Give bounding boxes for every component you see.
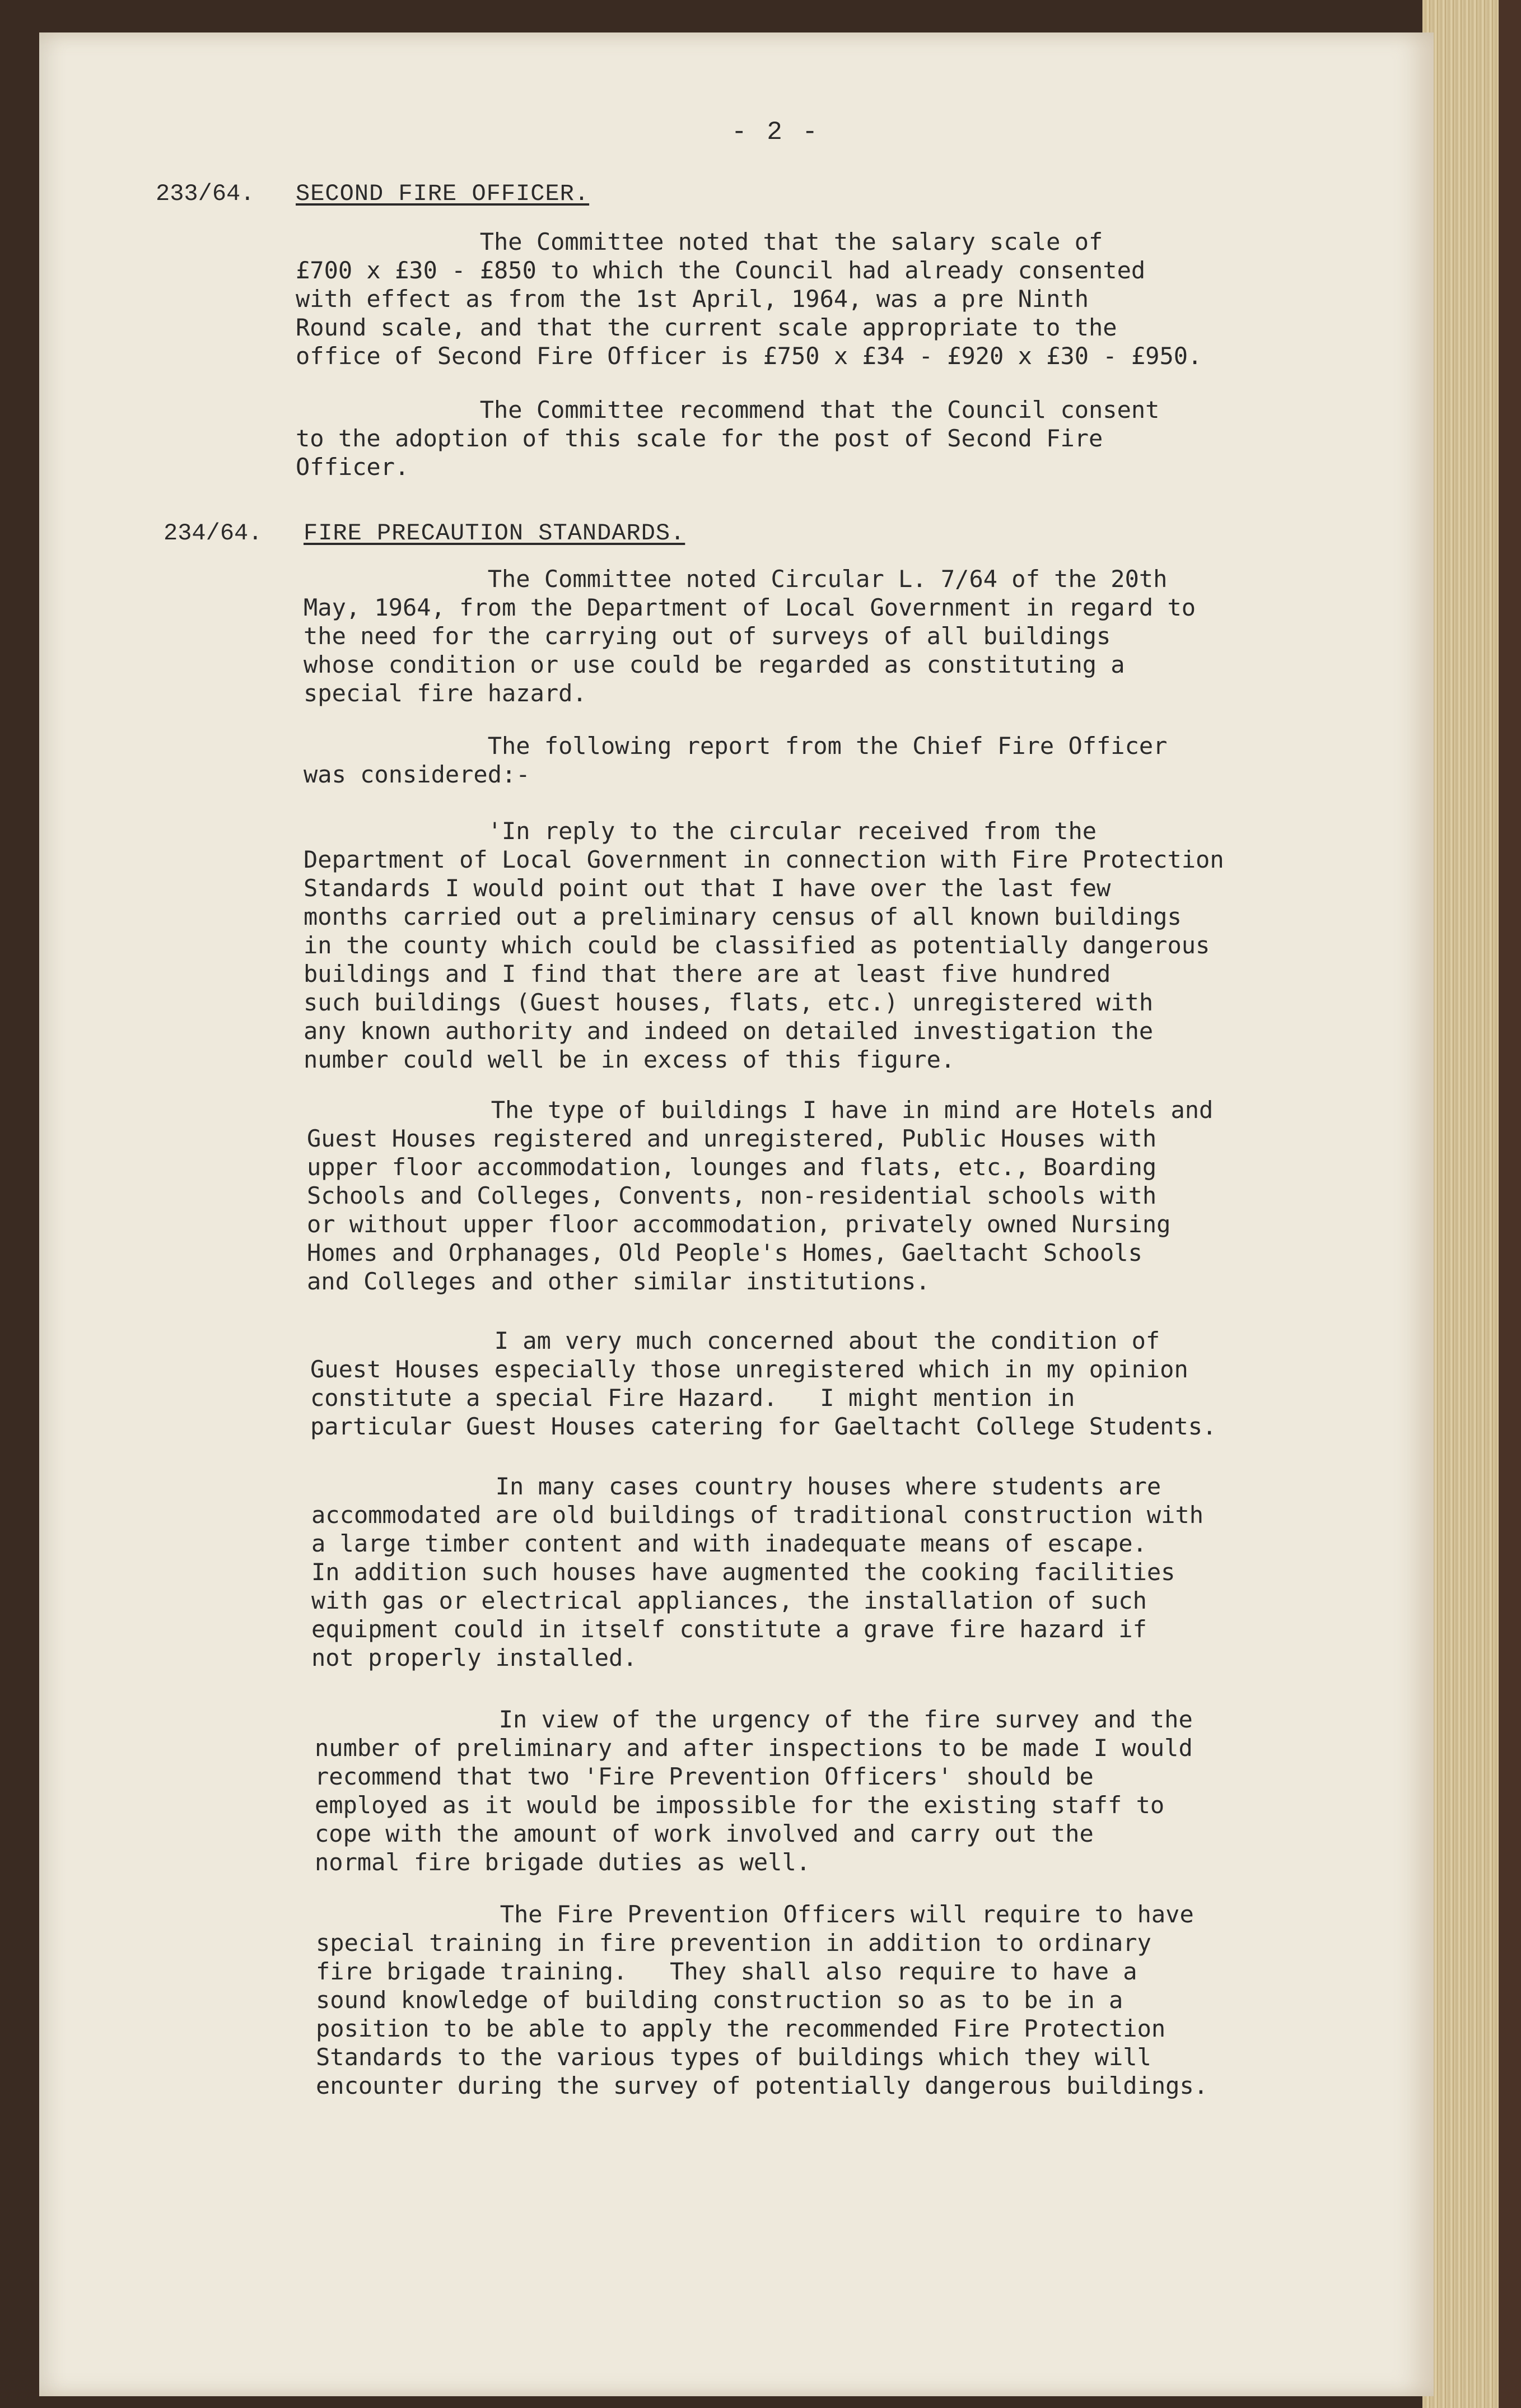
book-page-edges bbox=[1422, 0, 1521, 2408]
item-number-233: 233/64. bbox=[156, 180, 255, 207]
paragraph-circular: The Committee noted Circular L. 7/64 of the 20th May, 1964, from the Department of Local Government in regard to the need for the carrying out of surveys of all buildings whose condition or use could be regarded as constituting a special fire hazard. bbox=[304, 565, 1196, 707]
paragraph-guest-houses: I am very much concerned about the condition of Guest Houses especially those unregistered which in my opinion constitute a special Fire Hazard. I might mention in particular Guest Houses catering for Gaeltacht College Students. bbox=[310, 1327, 1217, 1440]
paragraph-recommend-scale: The Committee recommend that the Council consent to the adoption of this scale for the post of Second Fire Officer. bbox=[296, 396, 1160, 481]
document-page bbox=[39, 32, 1434, 2396]
item-heading-fire-precaution-standards: FIRE PRECAUTION STANDARDS. bbox=[304, 520, 685, 547]
paragraph-census: 'In reply to the circular received from the Department of Local Government in connection with Fire Protection Standards I would point out that I have over the last few months carried out a preliminary census of all known buildings in the county which could be classified as potentially dangerous buildings and I find that there are at least five hundred such buildings (Guest houses, flats, etc.) unregistered with any known authority and indeed on detailed investigation the number could well be in excess of this figure. bbox=[304, 817, 1224, 1073]
paragraph-urgency: In view of the urgency of the fire survey and the number of preliminary and after inspections to be made I would recommend that two 'Fire Prevention Officers' should be employed as it would be impossible for the existing staff to cope with the amount of work involved and carry out the normal fire brigade duties as well. bbox=[315, 1706, 1193, 1876]
page-number: - 2 - bbox=[731, 118, 820, 147]
paragraph-country-houses: In many cases country houses where students are accommodated are old buildings of traditional construction with a large timber content and with inadequate means of escape. In addition such houses have augmented the cooking facilities with gas or electrical appliances, the installation of such equipment could in itself constitute a grave fire hazard if not properly installed. bbox=[311, 1473, 1204, 1671]
paragraph-salary-scale: The Committee noted that the salary scale of £700 x £30 - £850 to which the Council had already consented with effect as from the 1st April, 1964, was a pre Ninth Round scale, and that the current scale appropriate to the office of Second Fire Officer is £750 x £34 - £920 x £30 - £950. bbox=[296, 228, 1202, 370]
paragraph-report-intro: The following report from the Chief Fire Officer was considered:- bbox=[304, 732, 1168, 788]
paragraph-building-types: The type of buildings I have in mind are Hotels and Guest Houses registered and unregistered, Public Houses with upper floor accommodation, lounges and flats, etc., Boarding Schools and Colleges, Convents, non-residential schools with or without upper floor accommodation, privately owned Nursing Homes and Orphanages, Old People's Homes, Gaeltacht Schools and Colleges and other similar institutions. bbox=[307, 1096, 1214, 1295]
paragraph-training: The Fire Prevention Officers will require to have special training in fire prevention in addition to ordinary fire brigade training. They shall also require to have a sound knowledge of building construction so as to be in a position to be able to apply the recommended Fire Protection Standards to the various types of buildings which they will encounter during the survey of potentially dangerous buildings. bbox=[316, 1901, 1209, 2099]
item-number-234: 234/64. bbox=[164, 520, 263, 547]
item-heading-second-fire-officer: SECOND FIRE OFFICER. bbox=[296, 180, 590, 207]
